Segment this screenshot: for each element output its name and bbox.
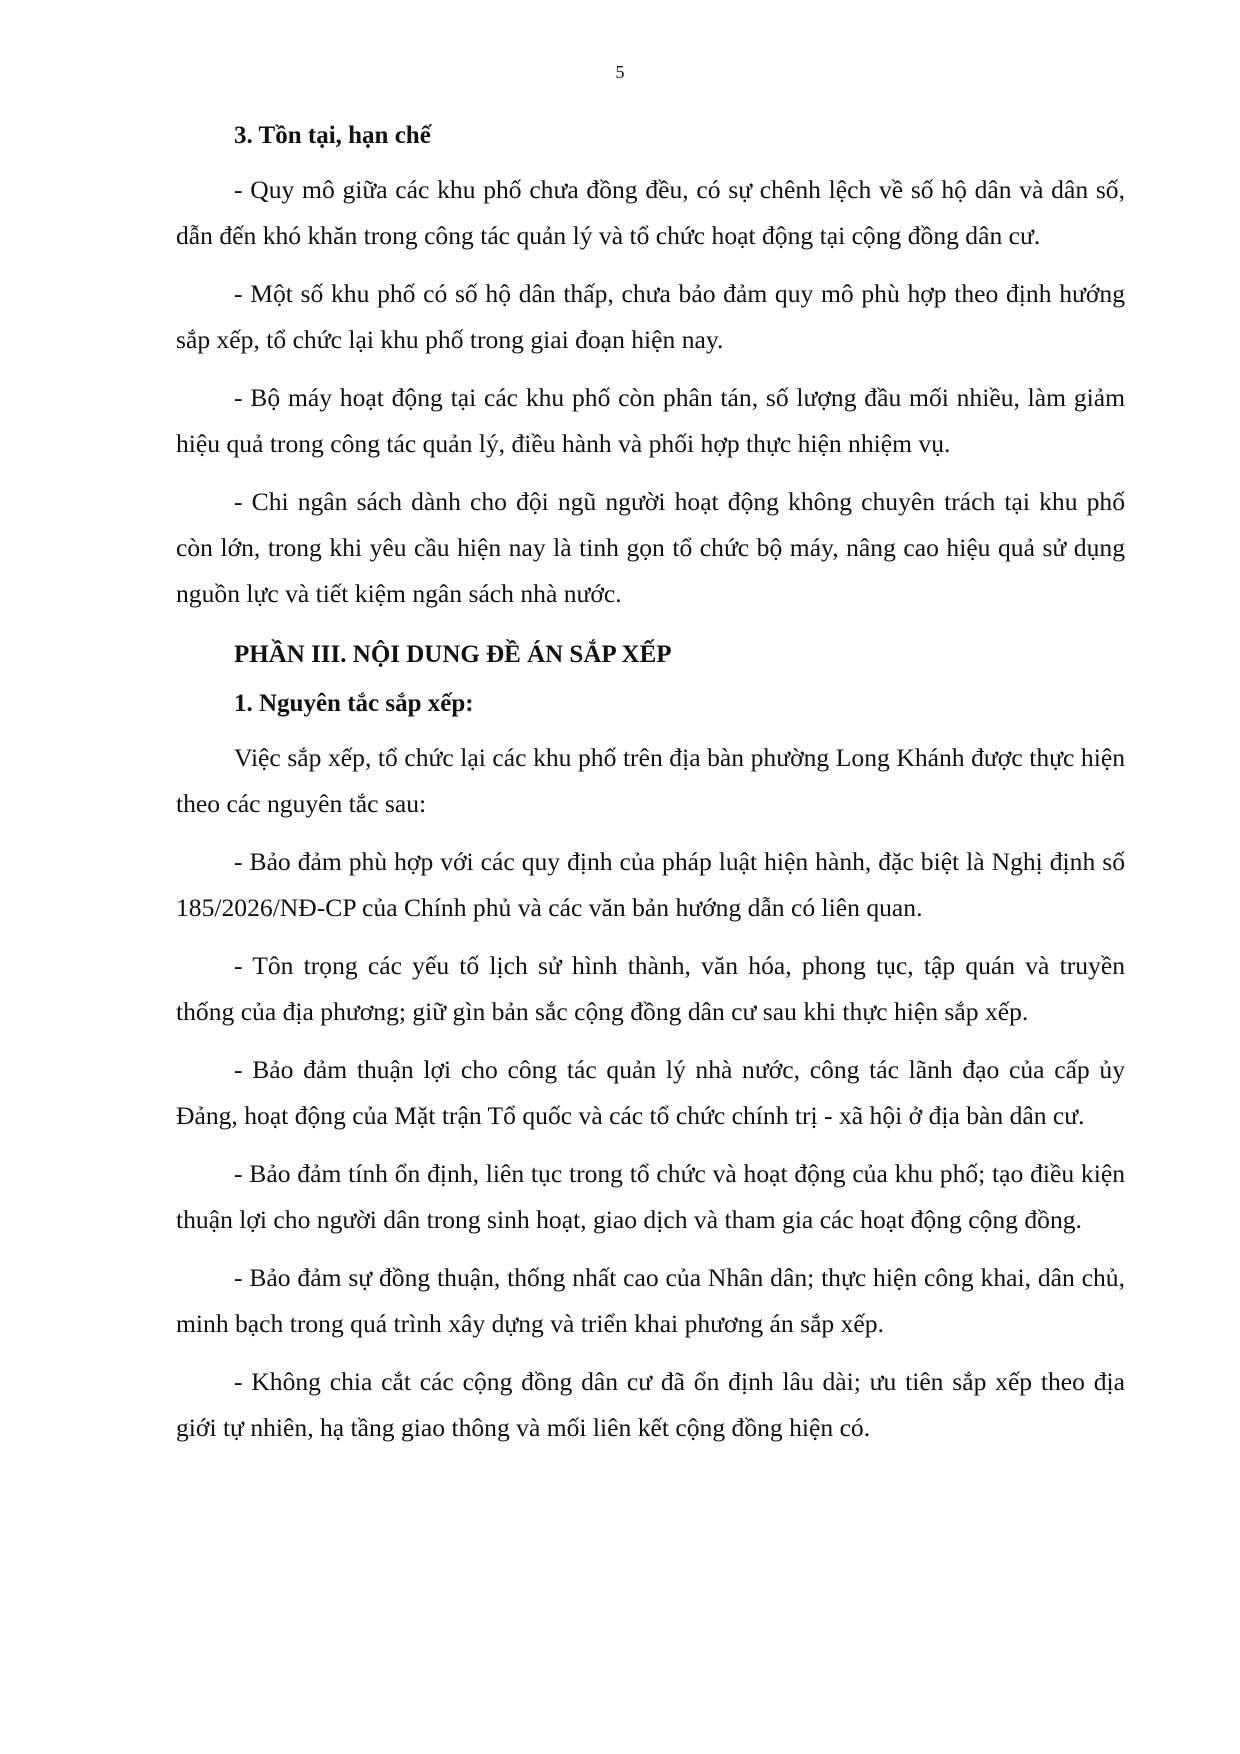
principles-paragraph: - Bảo đảm phù hợp với các quy định của pháp luật hiện hành, đặc biệt là Nghị định số 185/2026/NĐ-CP của Chính phủ và các văn bản hướng dẫn có liên quan. xyxy=(176,847,1125,922)
principles-paragraph: - Bảo đảm thuận lợi cho công tác quản lý nhà nước, công tác lãnh đạo của cấp ủy Đảng, hoạt động của Mặt trận Tổ quốc và các tổ chức chính trị - xã hội ở địa bàn dân cư. xyxy=(176,1055,1125,1130)
principles-heading: 1. Nguyên tắc sắp xếp: xyxy=(234,690,474,717)
section-3-paragraph: - Quy mô giữa các khu phố chưa đồng đều, có sự chênh lệch về số hộ dân và dân số, dẫn đến khó khăn trong công tác quản lý và tổ chức hoạt động tại cộng đồng dân cư. xyxy=(176,175,1125,250)
section-3-paragraph: - Một số khu phố có số hộ dân thấp, chưa bảo đảm quy mô phù hợp theo định hướng sắp xếp, tổ chức lại khu phố trong giai đoạn hiện nay. xyxy=(176,279,1125,354)
principles-paragraph: - Bảo đảm tính ổn định, liên tục trong tổ chức và hoạt động của khu phố; tạo điều kiện thuận lợi cho người dân trong sinh hoạt, giao dịch và tham gia các hoạt động cộng đồng. xyxy=(176,1159,1125,1234)
section-3-paragraph: - Bộ máy hoạt động tại các khu phố còn phân tán, số lượng đầu mối nhiều, làm giảm hiệu quả trong công tác quản lý, điều hành và phối hợp thực hiện nhiệm vụ. xyxy=(176,383,1125,458)
section-3-heading: 3. Tồn tại, hạn chế xyxy=(234,122,431,149)
principles-paragraph: - Tôn trọng các yếu tố lịch sử hình thành, văn hóa, phong tục, tập quán và truyền thống của địa phương; giữ gìn bản sắc cộng đồng dân cư sau khi thực hiện sắp xếp. xyxy=(176,951,1125,1026)
principles-paragraph: - Không chia cắt các cộng đồng dân cư đã ổn định lâu dài; ưu tiên sắp xếp theo địa giới tự nhiên, hạ tầng giao thông và mối liên kết cộng đồng hiện có. xyxy=(176,1367,1125,1442)
page-number: 5 xyxy=(615,62,625,82)
section-3-paragraph: - Chi ngân sách dành cho đội ngũ người hoạt động không chuyên trách tại khu phố còn lớn, trong khi yêu cầu hiện nay là tinh gọn tổ chức bộ máy, nâng cao hiệu quả sử dụng nguồn lực và tiết kiệm ngân sách nhà nước. xyxy=(176,487,1125,608)
page-content xyxy=(176,118,1125,1463)
part-3-heading: PHẦN III. NỘI DUNG ĐỀ ÁN SẮP XẾP xyxy=(234,641,672,668)
principles-paragraph: - Bảo đảm sự đồng thuận, thống nhất cao của Nhân dân; thực hiện công khai, dân chủ, minh bạch trong quá trình xây dựng và triển khai phương án sắp xếp. xyxy=(176,1263,1125,1338)
section-spacer xyxy=(176,629,1125,637)
principles-paragraph: Việc sắp xếp, tổ chức lại các khu phố trên địa bàn phường Long Khánh được thực hiện theo các nguyên tắc sau: xyxy=(176,743,1125,818)
